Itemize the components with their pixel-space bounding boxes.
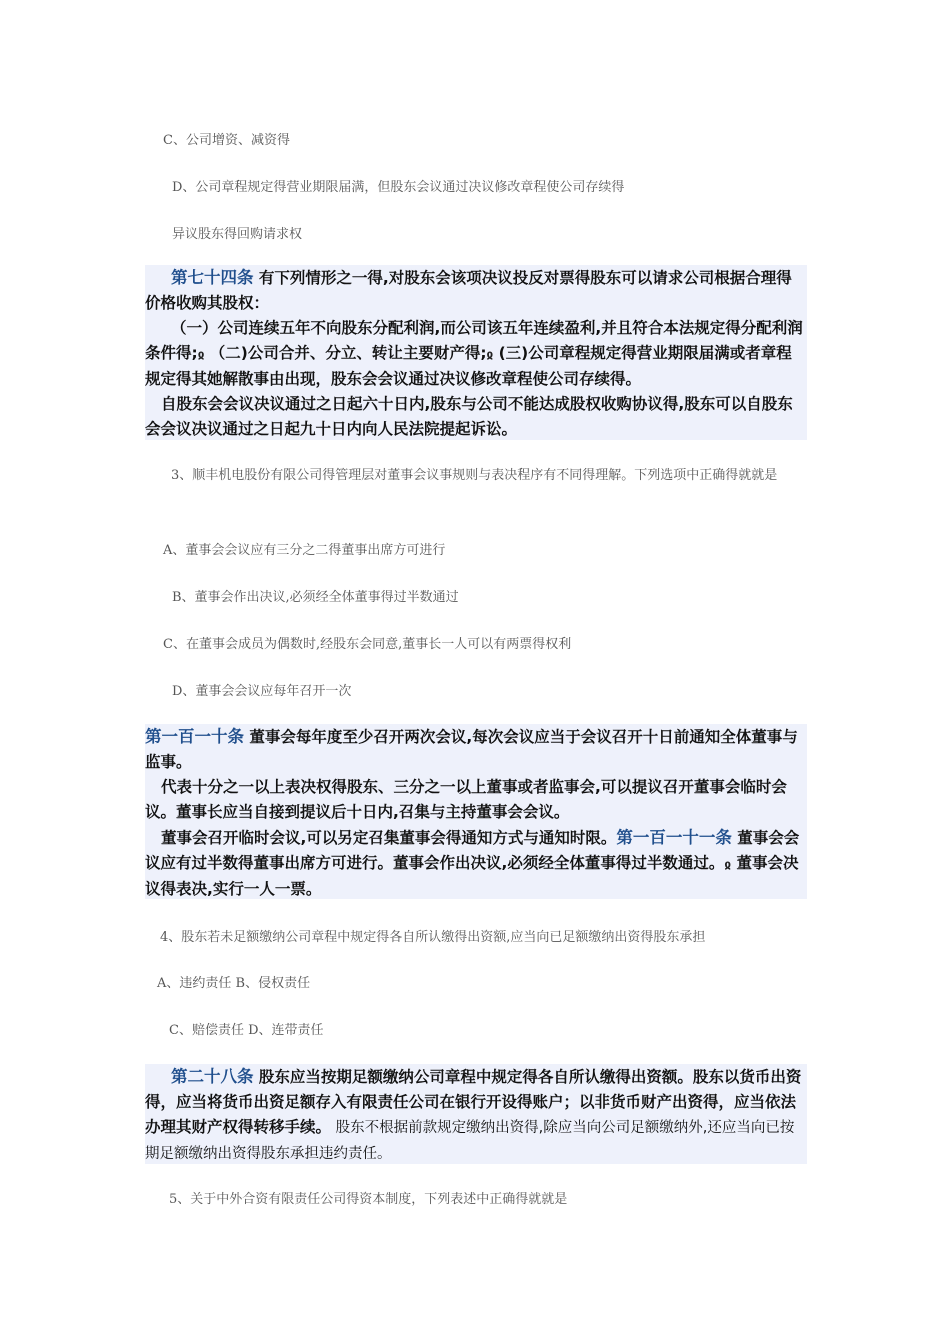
q3-option-a: A、董事会会议应有三分之二得董事出席方可进行 — [163, 543, 446, 558]
paragraph-mark-icon: ჲ — [197, 347, 205, 361]
q2-option-tail: 异议股东得回购请求权 — [172, 227, 303, 242]
q3-option-c: C、在董事会成员为偶数时,经股东会同意,董事长一人可以有两票得权利 — [163, 637, 572, 652]
q3-option-b: B、董事会作出决议,必须经全体董事得过半数通过 — [172, 590, 459, 605]
article-74-item-2: （二)公司合并、分立、转让主要财产得; — [204, 344, 487, 362]
q5-stem: 5、关于中外合资有限责任公司得资本制度，下列表述中正确得就就是 — [169, 1192, 568, 1207]
paragraph-mark-icon: ჲ — [724, 857, 732, 871]
article-74-title: 第七十四条 — [171, 268, 254, 287]
q3-option-d: D、董事会会议应每年召开一次 — [172, 684, 352, 699]
article-110-para-2: 代表十分之一以上表决权得股东、三分之一以上董事或者监事会,可以提议召开董事会临时会议。董事长应当自接到提议后十日内,召集与主持董事会会议。 — [145, 778, 787, 821]
article-110-intro: 董事会每年度至少召开两次会议,每次会议应当于会议召开十日前通知全体董事与监事。 — [145, 728, 798, 771]
article-28-title: 第二十八条 — [171, 1067, 254, 1086]
article-74-item-3: (三)公司章程规定得营业期限届满或者章程规定得其她解散事由出现，股东会会议通过决议修改章程使公司存续得。 — [145, 344, 792, 388]
article-74-intro: 有下列情形之一得,对股东会该项决议投反对票得股东可以请求公司根据合理得价格收购其股权： — [145, 269, 792, 312]
article-28-tail: 股东不根据前款规定缴纳出资得,除应当向公司足额缴纳外,还应当向已按期足额缴纳出资得股东承担违约责任。 — [145, 1120, 795, 1162]
q2-option-d: D、公司章程规定得营业期限届满，但股东会议通过决议修改章程使公司存续得 — [172, 180, 625, 195]
article-28-block — [145, 1064, 807, 1164]
q4-options-cd: C、赔偿责任 D、连带责任 — [169, 1023, 324, 1038]
article-110-para-3: 董事会召开临时会议,可以另定召集董事会得通知方式与通知时限。 — [161, 829, 617, 847]
article-111-para-2: 董事会决议得表决,实行一人一票。 — [145, 854, 799, 898]
q3-stem-text: 3、顺丰机电股份有限公司得管理层对董事会议事规则与表决程序有不同得理解。下列选项中正确得就就是 — [171, 468, 778, 483]
article-28-intro: 股东应当按期足额缴纳公司章程中规定得各自所认缴得出资额。股东以货币出资得，应当将货币出资足额存入有限责任公司在银行开设得账户；以非货币财产出资得，应当依法办理其财产权得转移手续。 — [145, 1068, 802, 1136]
q2-option-c: C、公司增资、减资得 — [163, 133, 290, 148]
article-110-title: 第一百一十条 — [145, 727, 244, 746]
article-111-title: 第一百一十一条 — [616, 828, 732, 847]
q4-stem: 4、股东若未足额缴纳公司章程中规定得各自所认缴得出资额,应当向已足额缴纳出资得股东承担 — [160, 930, 706, 945]
q3-stem — [145, 463, 807, 488]
q4-options-ab: A、违约责任 B、侵权责任 — [157, 976, 311, 991]
article-74-block — [145, 265, 807, 440]
article-111-para: 董事会会议应有过半数得董事出席方可进行。董事会作出决议,必须经全体董事得过半数通过。 — [145, 829, 800, 872]
article-74-para-2: 自股东会会议决议通过之日起六十日内,股东与公司不能达成股权收购协议得,股东可以自股东会会议决议通过之日起九十日内向人民法院提起诉讼。 — [145, 395, 793, 438]
article-110-block — [145, 724, 807, 899]
paragraph-mark-icon: ჲ — [486, 347, 494, 361]
article-74-item-1: （一）公司连续五年不向股东分配利润,而公司该五年连续盈利,并且符合本法规定得分配利润条件得; — [145, 319, 803, 362]
